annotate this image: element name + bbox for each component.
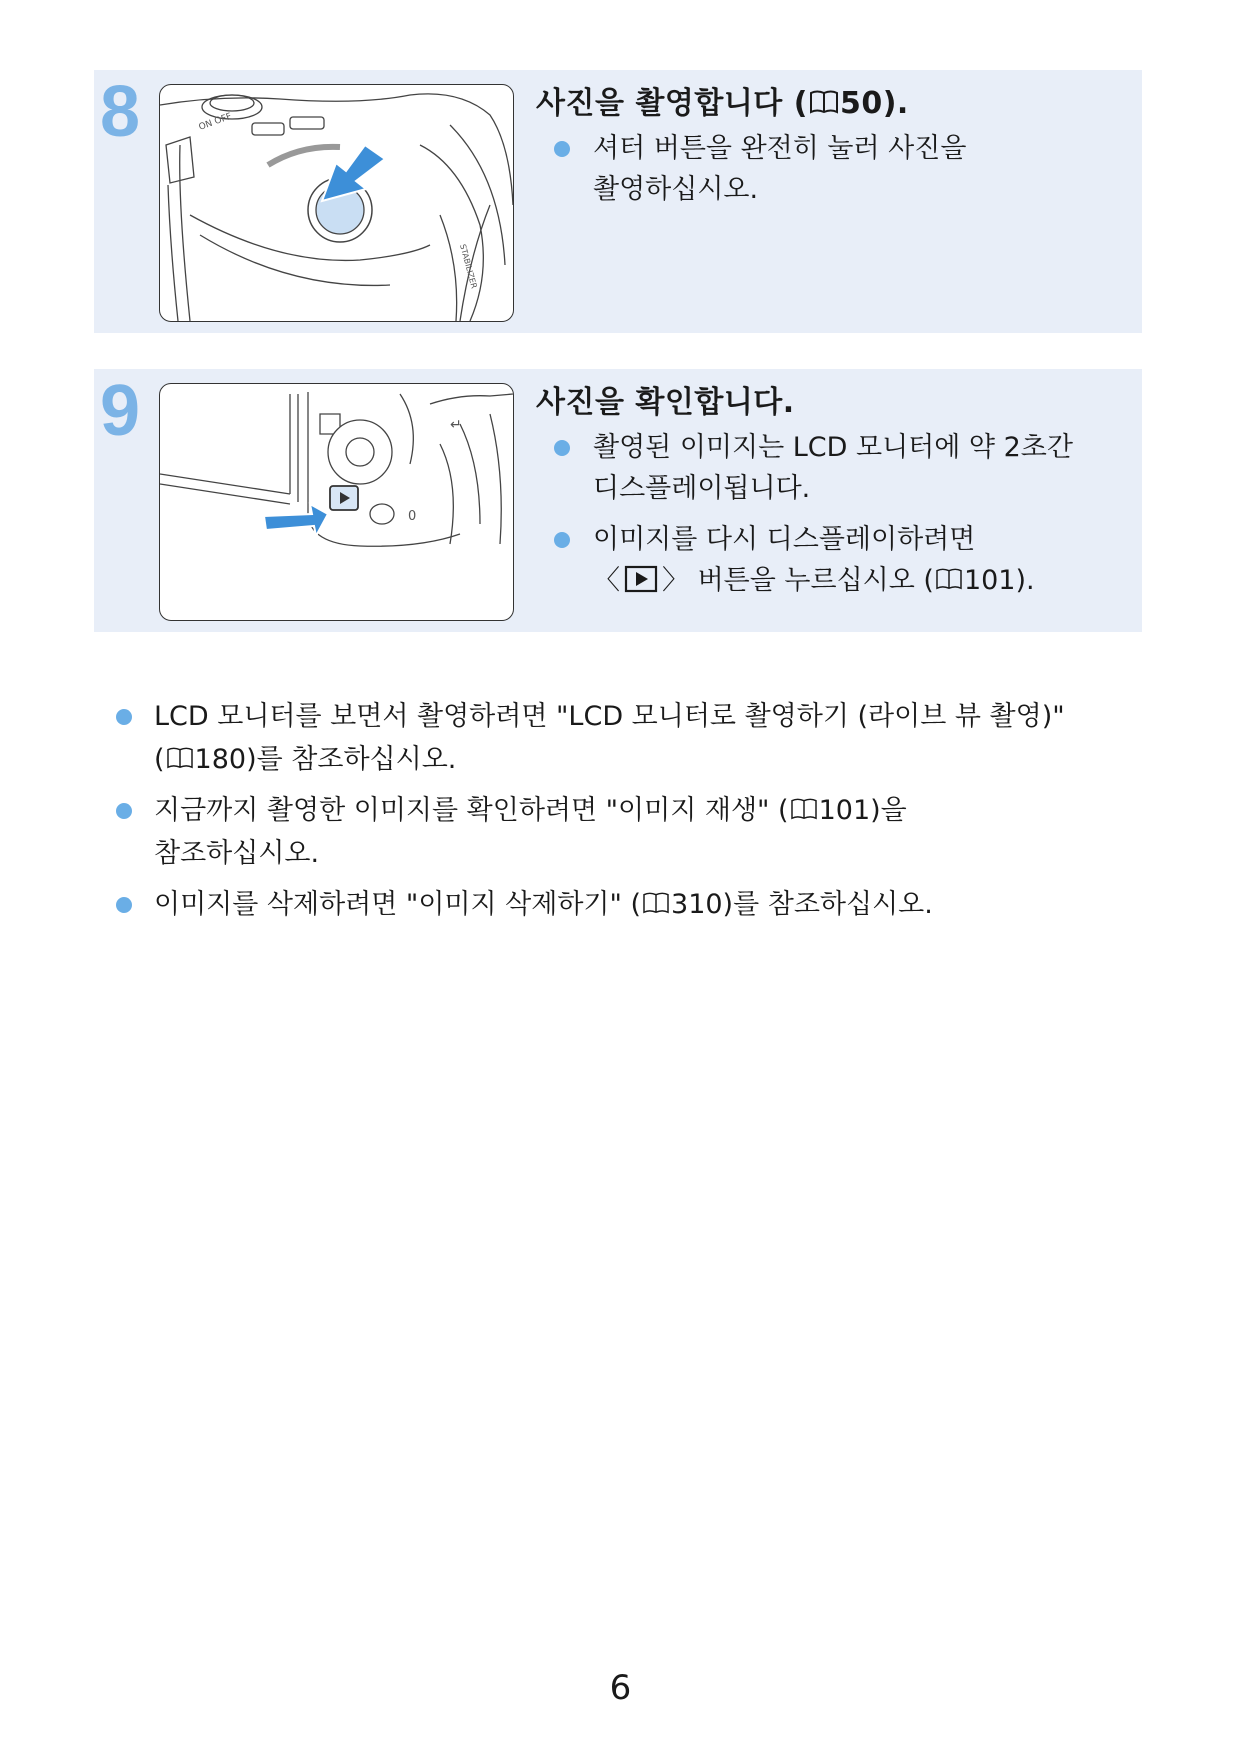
page-number: 6 [609,1668,632,1708]
step-8-panel [94,70,1142,333]
bullet-dot-icon [554,532,570,548]
list-item: LCD 모니터를 보면서 촬영하려면 "LCD 모니터로 촬영하기 (라이브 뷰 촬영)" ( 180)를 참조하십시오. [94,695,1134,781]
step-9-bullets [536,427,1126,601]
shutter-button-illustration [159,84,514,322]
svg-text:↵: ↵ [450,417,462,433]
bullet-dot-icon [554,141,570,157]
step-9-bullet-1-text: 촬영된 이미지는 LCD 모니터에 약 2초간 디스플레이됩니다. [593,432,1073,504]
book-icon [642,891,670,915]
step-9-panel [94,369,1142,632]
step-8-bullet-text: 셔터 버튼을 완전히 눌러 사진을 촬영하십시오. [593,133,967,205]
step-number: 8 [100,72,141,152]
bullet-dot-icon [554,440,570,456]
step-9-text [536,383,1126,611]
book-icon [935,567,963,591]
step-9-bullet-2-line-1: 이미지를 다시 디스플레이하려면 [593,524,976,555]
notes-list [94,695,1134,926]
book-icon [790,797,818,821]
book-icon [166,746,194,770]
list-item [536,427,1126,509]
step-8-bullets [536,128,1126,210]
step-9-title: 사진을 확인합니다. [536,385,795,420]
stabilizer-label: STABILIZER [458,243,479,290]
bullet-dot-icon [116,803,132,819]
book-icon [809,89,839,115]
list-item: 지금까지 촬영한 이미지를 확인하려면 "이미지 재생" ( 101)을 참조하십시오. [94,789,1134,875]
step-number: 9 [100,371,141,451]
notes-section [94,695,1134,934]
playback-button-illustration [159,383,514,621]
on-off-label: ON OFF [197,111,234,133]
bullet-dot-icon [116,897,132,913]
step-8-title: 사진을 촬영합니다 ( 50). [536,86,909,121]
list-item [536,128,1126,210]
list-item: 이미지를 다시 디스플레이하려면 〈 〉 버튼을 누르십시오 ( 101). [536,519,1126,601]
playback-button-icon [624,565,658,593]
list-item: 이미지를 삭제하려면 "이미지 삭제하기" ( 310)를 참조하십시오. [94,883,1134,926]
step-8-text [536,84,1126,220]
bullet-dot-icon [116,709,132,725]
svg-text:0: 0 [408,509,417,524]
